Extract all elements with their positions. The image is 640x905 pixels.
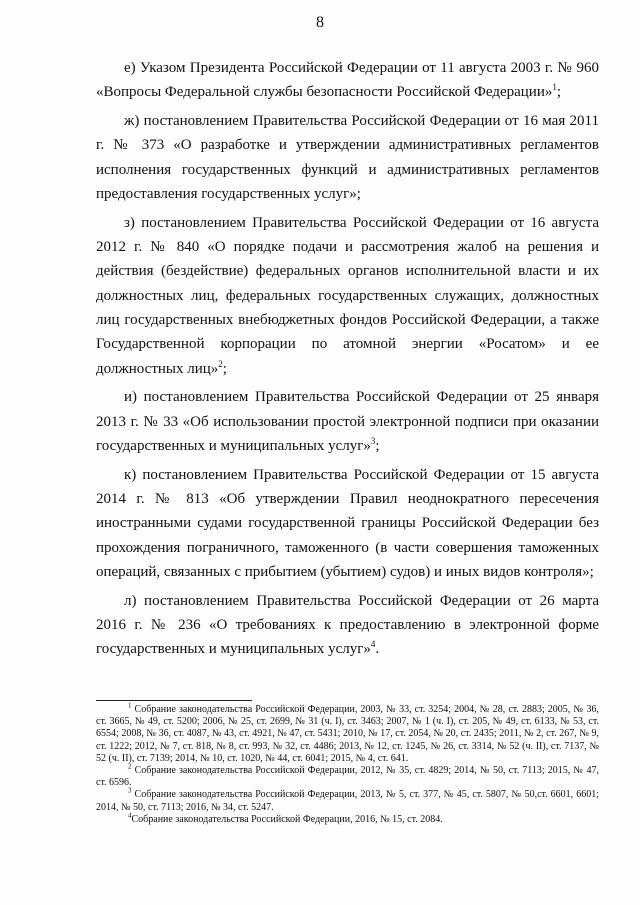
footnote-text: Собрание законодательства Российской Федерации, 2016, № 15, ст. 2084. bbox=[131, 813, 443, 825]
paragraph-e bbox=[96, 56, 599, 105]
footnote-separator bbox=[96, 700, 252, 701]
footnote-text: Собрание законодательства Российской Федерации, 2012, № 35, ст. 4829; 2014, № 50, ст. 7113; 2015, № 47, ст. 6596. bbox=[96, 765, 599, 789]
footnote-mark: 2 bbox=[128, 762, 132, 771]
footnote-ref: 3 bbox=[370, 435, 376, 446]
paragraph-k bbox=[96, 463, 599, 584]
footnote-mark: 3 bbox=[128, 787, 132, 796]
footnote-ref: 4 bbox=[370, 639, 376, 650]
footnote-ref: 1 bbox=[552, 82, 557, 93]
footnote-mark: 1 bbox=[128, 701, 132, 710]
footnote-2 bbox=[96, 762, 599, 789]
footnote-ref: 2 bbox=[218, 358, 223, 369]
footnote-1 bbox=[96, 701, 599, 765]
paragraph-i bbox=[96, 385, 599, 458]
footnotes bbox=[96, 701, 599, 826]
footnote-3 bbox=[96, 789, 599, 813]
paragraph-tail: . bbox=[375, 641, 380, 658]
paragraph-l bbox=[96, 589, 599, 662]
paragraph-text: ж) постановлением Правительства Российской Федерации от 16 мая 2011 г. № 373 «О разработке и утверждении административных регламентов исполнения государственных функций и административных регламентов предоставления государственных услуг»; bbox=[96, 113, 599, 202]
paragraph-tail: ; bbox=[556, 84, 562, 101]
paragraph-zh bbox=[96, 109, 599, 206]
paragraph-text: и) постановлением Правительства Российской Федерации от 25 января 2013 г. № 33 «Об использовании простой электронной подписи при оказании государственных и муниципальных услуг» bbox=[96, 389, 599, 454]
paragraph-text: к) постановлением Правительства Российской Федерации от 15 августа 2014 г. № 813 «Об утверждении Правил неоднократного пересечения иностранными судами государственной границы Российской Федерации без прохождения пограничного, таможенного (в части совершения таможенных операций, связанных с прибытием (убытием) судов) и иных видов контроля»; bbox=[96, 466, 599, 580]
paragraph-text: л) постановлением Правительства Российской Федерации от 26 марта 2016 г. № 236 «О требованиях к предоставлению в электронной форме государственных и муниципальных услуг» bbox=[96, 592, 599, 658]
page-number: 8 bbox=[316, 14, 324, 31]
footnote-text: Собрание законодательства Российской Федерации, 2003, № 33, ст. 3254; 2004, № 28, ст. 2883; 2005, № 36, ст. 3665, № 49, ст. 5200; 2006, № 25, ст. 2699, № 31 (ч. I), ст. 3463; 2007, № 1 (ч. I), ст. 205, № 49, ст. 6133, № 53, ст. 6554; 2008, № 36, ст. 4087, № 43, ст. 4921, № 47, ст. 5431; 2010, № 17, ст. 2054, № 20, ст. 2435; 2011, № 2, ст. 267, № 9, ст. 1222; 2012, № 7, ст. 818, № 8, ст. 993, № 32, ст. 4486; 2013, № 12, ст. 1245, № 26, ст. 3314, № 52 (ч. II), ст. 7137, № 52 (ч. II), ст. 7139; 2014, № 10, ст. 1020, № 44, ст. 6041; 2015, № 4, ст. 641. bbox=[96, 704, 599, 764]
paragraph-text: е) Указом Президента Российской Федерации от 11 августа 2003 г. № 960 «Вопросы Федеральной службы безопасности Российской Федерации» bbox=[96, 60, 599, 101]
paragraph-z bbox=[96, 211, 599, 381]
body-text bbox=[96, 56, 599, 666]
footnote-4 bbox=[96, 811, 599, 826]
footnote-text: Собрание законодательства Российской Федерации, 2013, № 5, ст. 377, № 45, ст. 5807, № 50,ст. 6601, 6601; 2014, № 50, ст. 7113; 2016, № 34, ст. 5247. bbox=[96, 789, 599, 813]
paragraph-tail: ; bbox=[375, 437, 380, 454]
paragraph-text: з) постановлением Правительства Российской Федерации от 16 августа 2012 г. № 840 «О порядке подачи и рассмотрения жалоб на решения и действия (бездействие) федеральных органов исполнительной власти и их должностных лиц, федеральных государственных служащих, должностных лиц государственных внебюджетных фондов Российской Федерации, а также Государственной корпорации по атомной энергии «Росатом» и ее должностных лиц» bbox=[96, 214, 599, 377]
footnote-mark: 4 bbox=[128, 811, 132, 820]
paragraph-tail: ; bbox=[222, 360, 227, 377]
